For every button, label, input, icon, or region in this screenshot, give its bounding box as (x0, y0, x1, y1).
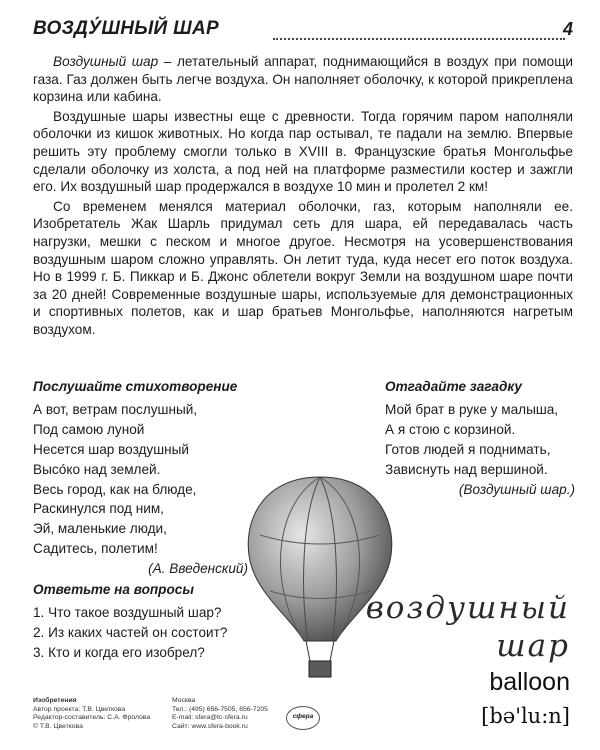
footer-email: E-mail: sfera@tc-sfera.ru (172, 714, 248, 722)
article-paragraph-3: Со временем менялся материал оболочки, газ, которым наполняли ее. Изобретатель Жак Шарль придумал сеть для шара, ей передавалась часть нагрузки, мешки с песком и многое другое. Несмотря на усовершенствования воздушным шаром сложно управлять. Он летит туда, куда несет его поток воздуха. Но в 1999 г. Б. Пиккар и Б. Джонс облетели вокруг Земли на воздушном шаре почти за 20 дней! Современные воздушные шары, используемые для демонстрационных и спортивных полетов, как и шар братьев Монгольфье, наполняются нагретым воздухом. (33, 198, 573, 337)
question-item: 3. Кто и когда его изобрел? (33, 644, 205, 660)
poem-author: (А. Введенский) (148, 561, 248, 577)
poem-line: Несется шар воздушный (33, 441, 190, 457)
poem-line: Высо́ко над землей. (33, 461, 161, 477)
riddle-line: Готов людей я поднимать, (385, 441, 551, 457)
footer-author: Автор проекта: Т.В. Цветкова (33, 705, 126, 713)
riddle-line: А я стою с корзиной. (385, 421, 516, 437)
footer-contacts (172, 697, 292, 731)
question-item: 1. Что такое воздушный шар? (33, 604, 222, 620)
article-paragraph-1 (33, 53, 573, 106)
poem-line: Эй, маленькие люди, (33, 521, 167, 537)
riddle-line: Мой брат в руке у малыша, (385, 401, 559, 417)
poem-line: Раскинулся под ним, (33, 501, 164, 517)
article-text (33, 53, 573, 341)
poem-section (33, 377, 248, 579)
hot-air-balloon-illustration (240, 473, 400, 683)
footer-copyright: © Т.В. Цветкова (33, 722, 83, 730)
header (33, 16, 573, 46)
poem-line: А вот, ветрам послушный, (33, 401, 198, 417)
question-item: 2. Из каких частей он состоит? (33, 624, 228, 640)
riddle-section (385, 377, 575, 499)
poem-line: Садитесь, полетим! (33, 541, 158, 557)
poem-heading: Послушайте стихотворение (33, 379, 238, 394)
poem-line: Весь город, как на блюде, (33, 481, 197, 497)
article-paragraph-2: Воздушные шары известны еще с древности. Тогда горячим паром наполняли оболочки из кишок животных. Но когда пар остывал, те падали на землю. Впервые решить эту проблему смогли только в XVIII в. Французские братья Монгольфье сделали оболочку из холста, а под ней на платформе разместили костер и зажгли его. Их воздушный шар продержался в воздухе 10 мин и пролетел 2 км! (33, 108, 573, 195)
riddle-heading: Отгадайте загадку (385, 379, 522, 394)
footer-city: Москва (172, 697, 196, 704)
footer-editor: Редактор-составитель: С.А. Фролова (33, 714, 151, 722)
title-dot-leader (273, 38, 565, 40)
page-title: ВОЗДУ́ШНЫЙ ШАР (33, 18, 219, 39)
transcription: [bə'lu:n] (481, 704, 570, 728)
footer-series: Изобретения (33, 697, 77, 704)
page-number: 4 (562, 19, 573, 39)
logo-text: сфера (292, 713, 314, 720)
poem-line: Под самою луной (33, 421, 145, 437)
questions-heading: Ответьте на вопросы (33, 582, 194, 597)
english-word: balloon (489, 668, 570, 696)
cursive-word: воздушный (365, 590, 570, 626)
publisher-logo (286, 706, 320, 730)
riddle-line: Зависнуть над вершиной. (385, 461, 548, 477)
article-paragraph-1-text: – летательный аппарат, поднимающийся в воздух при помощи газа. Газ должен быть легче воздуха. Он наполняет оболочку, к которой прикреплена корзина или кабина. (33, 54, 573, 105)
cursive-word: шар (496, 628, 570, 664)
footer-site: Сайт: www.sfera-book.ru (172, 722, 248, 730)
footer-phone: Тел.: (495) 656-7505, 656-7205 (172, 705, 268, 713)
footer-credits (33, 697, 183, 731)
term-highlight: Воздушный шар (53, 54, 159, 69)
riddle-answer: (Воздушный шар.) (458, 481, 575, 497)
